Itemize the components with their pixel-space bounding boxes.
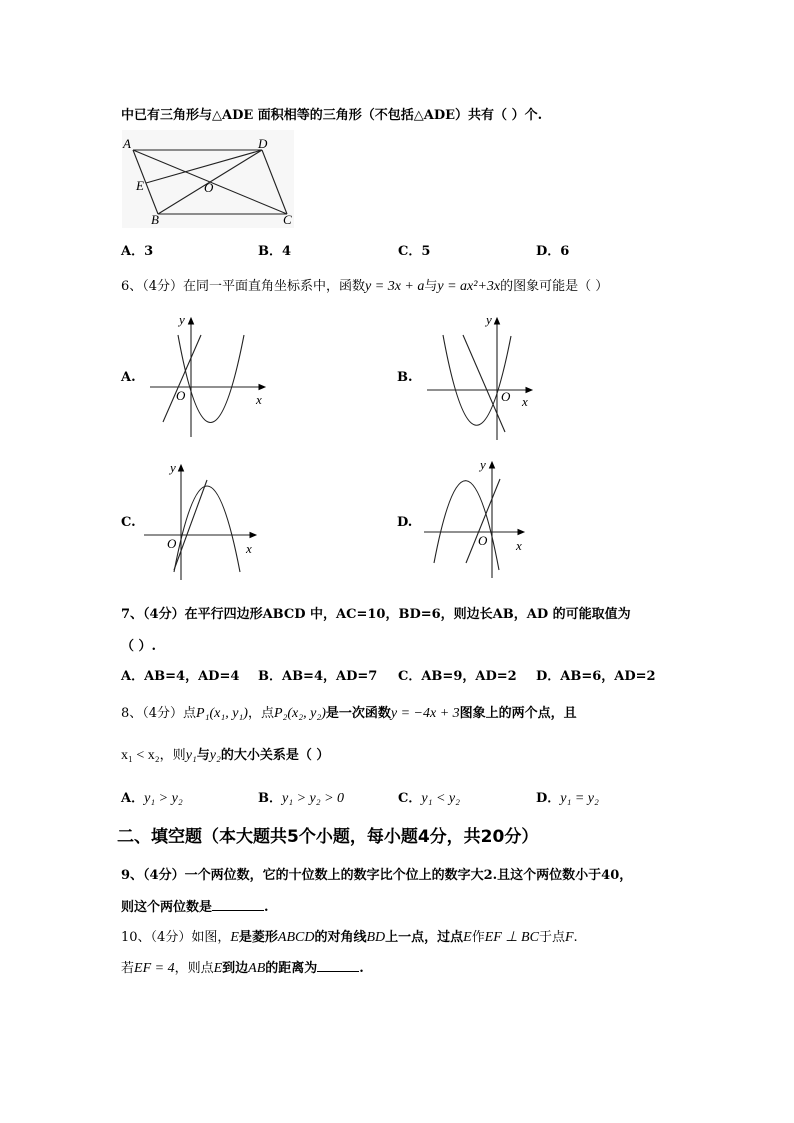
q10-math: EF ⊥ BC — [484, 930, 539, 945]
graph-a — [150, 318, 265, 437]
q8-option-c[interactable] — [398, 787, 460, 807]
segment-ed — [146, 150, 262, 183]
q10-math: E — [463, 930, 472, 945]
q8-point-1: P₁(x₁, y₁) — [196, 706, 248, 721]
q10-text: 到边 — [222, 961, 249, 976]
q6-stem — [121, 275, 608, 295]
q8-text: ，则 — [159, 748, 186, 763]
q8-y2: y₂ — [209, 748, 221, 763]
q6-option-b[interactable]: B. — [397, 370, 413, 385]
q10-math: F — [564, 930, 574, 945]
q10-math: AB — [248, 961, 266, 976]
q6-option-c[interactable]: C. — [121, 515, 136, 530]
q10-text: 于点 — [538, 930, 565, 945]
option-letter: D． — [536, 791, 561, 806]
q6-function-2: y = ax²+3x — [437, 279, 501, 294]
q8-function: y = −4x + 3 — [390, 706, 460, 721]
option-letter: A． — [121, 791, 145, 806]
q7-option-c[interactable]: C．AB=9，AD=2 — [398, 669, 517, 684]
graph-c-origin: O — [167, 536, 177, 551]
label-B: B — [151, 212, 159, 227]
parabola — [178, 335, 244, 423]
graph-c — [144, 465, 256, 580]
q10-text: 若 — [121, 961, 135, 976]
line — [163, 335, 201, 422]
line — [174, 480, 207, 570]
parabola — [443, 335, 511, 425]
option-text: y₁ > y₂ > 0 — [282, 791, 345, 806]
q10-question — [121, 957, 364, 977]
label-O: O — [204, 180, 214, 195]
graph-d — [424, 462, 524, 578]
q6-suffix: 的图象可能是（ ） — [500, 279, 609, 294]
q10-end: . — [359, 961, 364, 976]
q10-math: E — [213, 961, 223, 976]
q5-option-d[interactable]: D．6 — [536, 244, 570, 259]
graph-a-origin: O — [176, 388, 186, 403]
q5-option-b[interactable]: B．4 — [258, 244, 292, 259]
q8-text: ，点 — [247, 706, 274, 721]
q6-function-1: y = 3x + a — [365, 279, 425, 294]
label-A: A — [123, 136, 131, 151]
parabola — [174, 486, 240, 572]
q6-option-a[interactable]: A. — [121, 370, 136, 385]
q6-mid: 与 — [424, 279, 438, 294]
q8-text: 与 — [196, 748, 210, 763]
q5-option-c[interactable]: C．5 — [398, 244, 431, 259]
graph-b-x-label: x — [522, 394, 528, 409]
q10-answer-blank[interactable] — [317, 959, 359, 972]
q5-stem: 中已有三角形与△ADE 面积相等的三角形（不包括△ADE）共有（ ）个. — [121, 108, 543, 123]
q8-text: 是一次函数 — [325, 706, 391, 721]
label-D: D — [258, 136, 268, 151]
q10-text: . — [573, 930, 578, 945]
q7-option-a[interactable]: A．AB=4，AD=4 — [121, 669, 240, 684]
option-text: y₁ > y₂ — [144, 791, 183, 806]
line — [463, 335, 505, 432]
q9-text: 则这个两位数是 — [121, 900, 213, 915]
q8-option-a[interactable] — [121, 787, 183, 807]
q9-answer-blank[interactable] — [212, 898, 264, 911]
option-letter: C． — [398, 791, 422, 806]
q7-stem: 7、（4分）在平行四边形ABCD 中，AC=10，BD=6，则边长AB，AD 的可能取值为 — [121, 607, 631, 622]
q10-text: 是菱形 — [238, 930, 278, 945]
q10-math: E — [230, 930, 239, 945]
graph-c-x-label: x — [246, 541, 252, 556]
graph-b-origin: O — [501, 389, 511, 404]
q10-text: ，则点 — [174, 961, 214, 976]
q8-text: 的大小关系是（ ） — [220, 748, 330, 763]
parabola — [434, 481, 499, 570]
graph-a-y-label: y — [179, 312, 185, 327]
q7-option-d[interactable]: D．AB=6，AD=2 — [536, 669, 656, 684]
edge-dc — [262, 150, 287, 214]
q8-stem — [121, 702, 577, 722]
q8-condition — [121, 744, 329, 764]
q9-answer-line — [121, 896, 269, 915]
q10-text: 的对角线 — [314, 930, 367, 945]
q8-y1: y₁ — [185, 748, 197, 763]
q10-math: ABCD — [277, 930, 315, 945]
label-E: E — [136, 178, 144, 193]
q10-math: EF = 4 — [134, 961, 175, 976]
graph-d-y-label: y — [480, 457, 486, 472]
option-text: y₁ < y₂ — [421, 791, 460, 806]
q8-text: 图象上的两个点，且 — [459, 706, 577, 721]
q10-text: 上一点，过点 — [385, 930, 464, 945]
q6-option-d[interactable]: D. — [397, 515, 413, 530]
graph-b — [427, 318, 532, 440]
q8-option-b[interactable] — [258, 787, 344, 807]
q8-option-d[interactable] — [536, 787, 599, 807]
q5-option-a[interactable]: A．3 — [121, 244, 154, 259]
graph-d-origin: O — [478, 533, 488, 548]
q10-text: 10、（4分）如图， — [121, 930, 231, 945]
q10-text: 作 — [471, 930, 485, 945]
q8-cond: x₁ < x₂ — [121, 748, 160, 763]
section-2-title: 二、填空题（本大题共5个小题，每小题4分，共20分） — [117, 827, 539, 847]
q10-text: 的距离为 — [265, 961, 318, 976]
q9-end: . — [264, 900, 269, 915]
option-letter: B． — [258, 791, 282, 806]
q9-stem: 9、（4分）一个两位数，它的十位数上的数字比个位上的数字大2.且这个两位数小于40， — [121, 868, 633, 883]
q8-point-2: P₂(x₂, y₂) — [273, 706, 326, 721]
q7-paren: （ ）. — [121, 639, 157, 654]
q8-text: 8、（4分）点 — [121, 706, 197, 721]
q6-prefix: 6、（4分）在同一平面直角坐标系中，函数 — [121, 279, 366, 294]
q7-option-b[interactable]: B．AB=4，AD=7 — [258, 669, 378, 684]
label-C: C — [283, 212, 292, 227]
graph-b-y-label: y — [486, 312, 492, 327]
graph-d-x-label: x — [516, 538, 522, 553]
q10-stem — [121, 926, 578, 946]
option-text: y₁ = y₂ — [560, 791, 599, 806]
q10-math: BD — [366, 930, 386, 945]
graph-a-x-label: x — [256, 392, 262, 407]
graph-c-y-label: y — [170, 460, 176, 475]
